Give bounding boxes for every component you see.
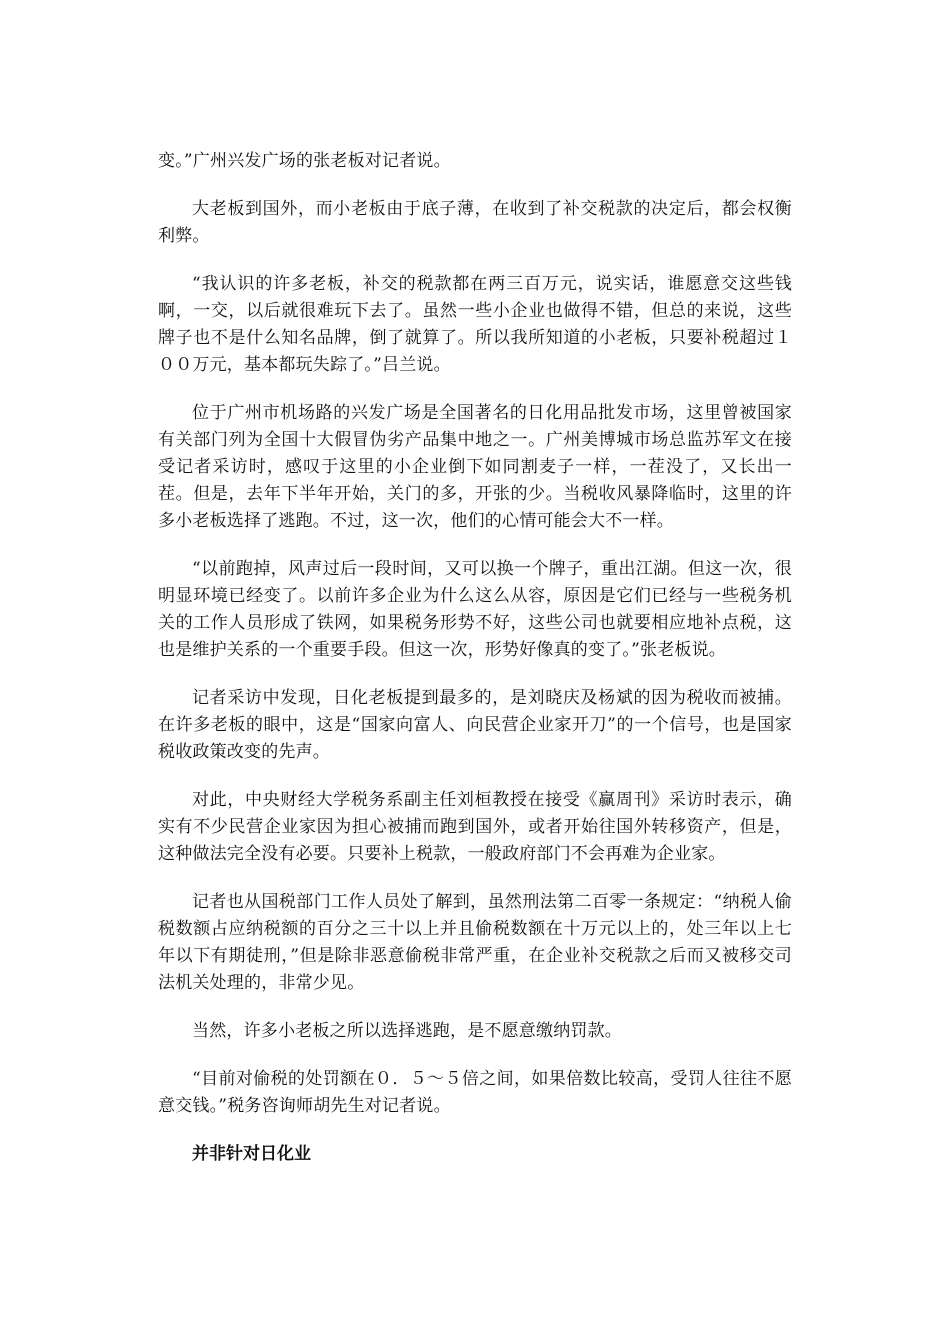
document-page: [158, 148, 792, 1168]
paragraph-10: “目前对偷税的处罚额在０．５～５倍之间，如果倍数比较高，受罚人往往不愿意交钱。”税务咨询师胡先生对记者说。: [158, 1069, 792, 1116]
paragraph-9: 当然，许多小老板之所以选择逃跑，是不愿意缴纳罚款。: [192, 1021, 622, 1041]
paragraph-2: 大老板到国外，而小老板由于底子薄，在收到了补交税款的决定后，都会权衡利弊。: [158, 199, 792, 246]
paragraph-continuation: 变。”广州兴发广场的张老板对记者说。: [158, 151, 451, 171]
paragraph-8: 记者也从国税部门工作人员处了解到，虽然刑法第二百零一条规定：“纳税人偷税数额占应纳税额的百分之三十以上并且偷税数额在十万元以上的，处三年以上七年以下有期徒刑，”但是除非恶意偷税非常严重，在企业补交税款之后而又被移交司法机关处理的，非常少见。: [158, 892, 792, 993]
paragraph-6: 记者采访中发现，日化老板提到最多的，是刘晓庆及杨斌的因为税收而被捕。在许多老板的眼中，这是“国家向富人、向民营企业家开刀”的一个信号，也是国家税收政策改变的先声。: [158, 688, 792, 762]
paragraph-5: “以前跑掉，风声过后一段时间，又可以换一个牌子，重出江湖。但这一次，很明显环境已经变了。以前许多企业为什么这么从容，原因是它们已经与一些税务机关的工作人员形成了铁网，如果税务形势不好，这些公司也就要相应地补点税，这也是维护关系的一个重要手段。但这一次，形势好像真的变了。”张老板说。: [158, 559, 792, 660]
paragraph-4: 位于广州市机场路的兴发广场是全国著名的日化用品批发市场，这里曾被国家有关部门列为全国十大假冒伪劣产品集中地之一。广州美博城市场总监苏军文在接受记者采访时，感叹于这里的小企业倒下如同割麦子一样，一茬没了，又长出一茬。但是，去年下半年开始，关门的多，开张的少。当税收风暴降临时，这里的许多小老板选择了逃跑。不过，这一次，他们的心情可能会大不一样。: [158, 403, 792, 531]
section-heading: 并非针对日化业: [192, 1144, 311, 1164]
paragraph-3: “我认识的许多老板，补交的税款都在两三百万元，说实话，谁愿意交这些钱啊，一交，以后就很难玩下去了。虽然一些小企业也做得不错，但总的来说，这些牌子也不是什么知名品牌，倒了就算了。所以我所知道的小老板，只要补税超过１００万元，基本都玩失踪了。”吕兰说。: [158, 274, 792, 375]
paragraph-7: 对此，中央财经大学税务系副主任刘桓教授在接受《赢周刊》采访时表示，确实有不少民营企业家因为担心被捕而跑到国外，或者开始往国外转移资产，但是，这种做法完全没有必要。只要补上税款，一般政府部门不会再难为企业家。: [158, 790, 792, 864]
